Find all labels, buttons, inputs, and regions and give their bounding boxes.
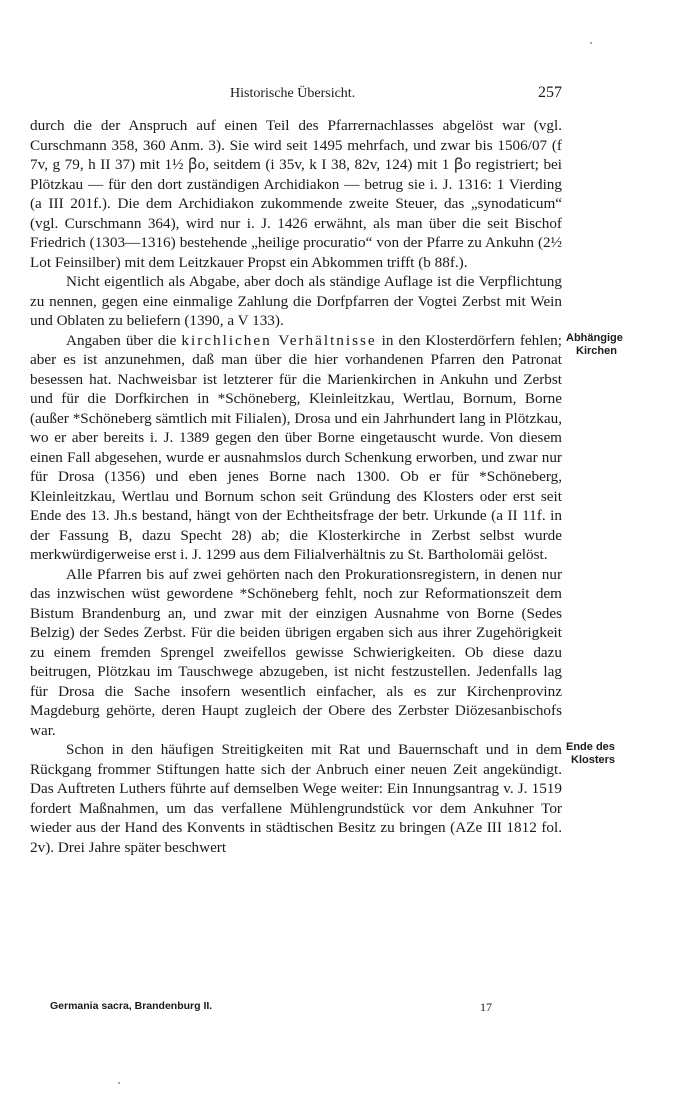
paragraph <box>30 565 562 741</box>
footer-source: Germania sacra, Brandenburg II. <box>50 1000 213 1012</box>
paragraph <box>30 331 562 565</box>
paragraph <box>30 116 562 272</box>
page-number: 257 <box>538 84 562 101</box>
running-header: Historische Übersicht. <box>230 86 356 101</box>
paragraph-text: in den Klosterdörfern fehlen; aber es ist anzunehmen, daß man über die hier vorhandenen Pfarren den Patronat besessen hat. Nachweisbar ist letzterer für die Marienkirchen in Ankuhn und Zerbst und für die Dorfkirchen in *Schöneberg, Kleinleitzkau, Wertlau, Bornum, Borne (außer *Schöneberg sämtlich mit Filialen), Drosa und ein Jahrhundert lang in Plötzkau, wo er aber bereits i. J. 1389 gegen den über Borne eingetauscht wurde. Von diesem einen Fall abgesehen, wurde er ausnahmslos durch Schenkung erworben, und zwar nur für Drosa (1356) und eben jenes Borne nach 1300. Ob er für *Schöneberg, Kleinleitzkau, Wertlau und Bornum schon seit Gründung des Klosters oder erst seit Ende des 13. Jh.s bestand, hängt von der Echtheitsfrage der betr. Urkunde (a II 11f. in der Fassung B, dazu Specht 28) ab; die Klosterkirche in Zerbst selbst wurde merkwürdigerweise erst i. J. 1299 aus dem Filialverhältnis zu St. Bartholomäi gelöst. <box>30 331 562 563</box>
paragraph-text: Alle Pfarren bis auf zwei gehörten nach den Prokurationsregistern, in denen nur das inzwischen wüst gewordene *Schöneberg fehlt, noch zur Reformationszeit dem Bistum Brandenburg an, und zwar mit der einzigen Ausnahme von Borne (Sedes Belzig) der Sedes Zerbst. Für die beiden übrigen ergaben sich aus ihrer Zugehörigkeit zu einem fremden Sprengel zweifellos gewisse Schwierigkeiten. Ob diese dazu beitrugen, Plötzkau im Tauschwege abzugeben, ist nicht festzustellen. Jedenfalls lag für Drosa die Sache insofern wesentlich einfacher, als es zur Kirchenprovinz Magdeburg gehörte, deren Haupt zugleich der Obere des Zerbster Diözesanbischofs war. <box>30 565 562 739</box>
margin-note-line: Abhängige <box>566 332 623 344</box>
paragraph-text: Angaben über die <box>66 331 182 349</box>
signature-number: 17 <box>480 1000 492 1014</box>
paragraph-text: durch die der Anspruch auf einen Teil des Pfarrernachlasses abgelöst war (vgl. Curschmann 358, 360 Anm. 3). Sie wird seit 1495 mehrfach, und zwar bis 1506/07 (f 7v, g 79, h II 37) mit 1½ ꞵo, seitdem (i 35v, k I 38, 82v, 124) mit 1 ꞵo registriert; bei Plötzkau — für den dort zuständigen Archidiakon — betrug sie i. J. 1316: 1 Vierding (a III 201f.). Die dem Archidiakon zukommende zweite Steuer, das „synodaticum“ (vgl. Curschmann 364), wird nur i. J. 1426 erwähnt, als man über die seit Bischof Friedrich (1303—1316) bestehende „heilige procuratio“ von der Pfarre zu Ankuhn (2½ Lot Feinsilber) mit dem Leitzkauer Propst ein Abkommen trifft (b 88f.). <box>30 117 562 271</box>
paragraph <box>30 740 562 857</box>
paragraph-text: Schon in den häufigen Streitigkeiten mit Rat und Bauernschaft und in dem Rückgang frommer Stiftungen hatte sich der Anbruch einer neuen Zeit angekündigt. Das Auftreten Luthers führte auf demselben Wege weiter: Ein Innungsantrag v. J. 1519 fordert Maßnahmen, um das verfallene Mühlengrundstück vor dem Ankuhner Tor wieder aus der Hand des Konvents in städtischen Besitz zu bringen (AZe III 1812 fol. 2v). Drei Jahre später beschwert <box>30 741 562 856</box>
margin-note-abhaengige-kirchen <box>566 332 646 358</box>
margin-note-line: Klosters <box>571 754 616 766</box>
paragraph <box>30 272 562 331</box>
scan-speck <box>590 42 592 44</box>
body-text <box>30 116 562 857</box>
margin-note-ende-des-klosters <box>566 741 646 767</box>
emphasized-text: kirchlichen Verhältnisse <box>181 331 377 349</box>
margin-note-line: Ende des <box>566 741 615 753</box>
paragraph-text: Nicht eigentlich als Abgabe, aber doch als ständige Auflage ist die Verpflichtung zu nennen, gegen eine einmalige Zahlung die Dorfpfarren der Vogtei Zerbst mit Wein und Oblaten zu beliefern (1390, a V 133). <box>30 273 562 329</box>
scan-speck <box>118 1082 120 1084</box>
margin-note-line: Kirchen <box>576 345 617 357</box>
